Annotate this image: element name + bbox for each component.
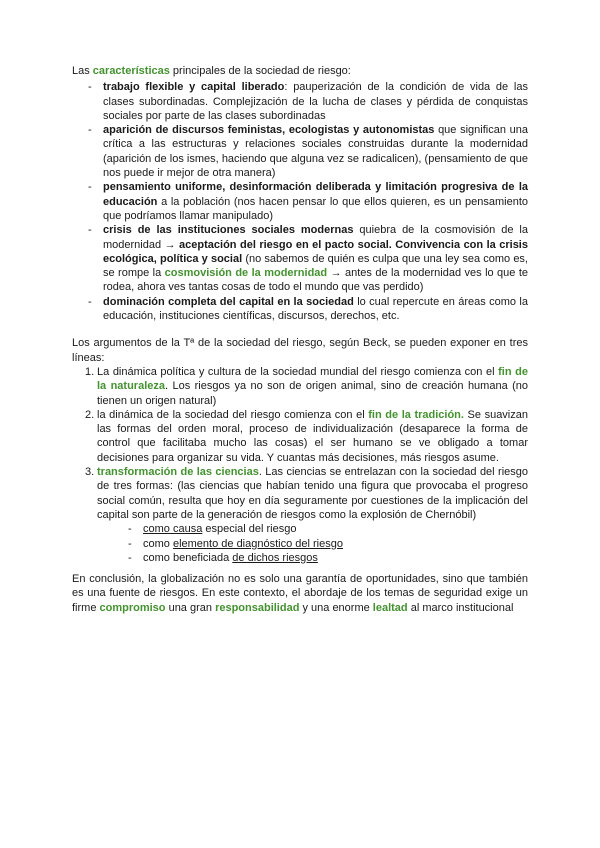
list-item-text [97,465,528,565]
dash-bullet: - [128,551,132,564]
list-item-text [97,365,528,408]
text-run: como [143,537,173,550]
item-number: 2. [85,408,95,421]
text-run: principales de la sociedad de riesgo: [169,65,351,77]
highlighted-text-run: compromiso [99,601,166,614]
list-item [72,365,528,408]
text-run: una gran [165,601,216,614]
conclusion [72,572,528,615]
arguments-intro [72,336,528,365]
text-run: que significan una crítica a las estructuras y relaciones sociales construidas durante la modernidad (aparición de los ismes, haciendo que alguna vez se radicalicen), (pensamiento de que nos puede ir mejor de otra manera) [103,124,528,180]
list-item [72,465,528,565]
text-run: Las [72,65,93,77]
list-item-text [143,537,528,551]
dash-bullet: - [88,81,92,94]
dash-bullet: - [128,523,132,536]
text-run: pensamiento uniforme, desinformación deliberada y limitación progresiva de la educación [103,181,528,208]
text-run: dominación completa del capital en la sociedad [103,295,354,308]
highlighted-text-run: lealtad [372,601,408,614]
text-run: Los argumentos de la Tª de la sociedad del riesgo, según Beck, se pueden exponer en tres líneas: [72,337,528,364]
list-item-text [103,223,528,294]
text-run: especial del riesgo [202,523,297,536]
text-run: Se suavizan las formas del orden moral, proceso de individualización (desaparece la forma de control que facilitaba mucho las cosas) el ser humano se ve obligado a tomar decisiones para organizar su vida. Y cuantas más decisiones, más riesgos asume. [97,408,528,464]
dash-bullet: - [88,124,92,137]
item-number: 3. [85,466,95,479]
list-item [72,180,528,223]
list-item [72,408,528,465]
text-run: al marco institucional [407,601,514,614]
document-page [72,64,528,615]
highlighted-text-run: responsabilidad [215,601,300,614]
text-run: aparición de discursos feministas, ecologistas y autonomistas [103,124,435,137]
text-run: a la población (nos hacen pensar lo que ellos quieren, es un pensamiento que podríamos llamar manipulado) [103,195,528,222]
list-item-text [103,80,528,123]
text-run: como beneficiada [143,551,233,564]
dash-bullet: - [128,537,132,550]
list-item-text [103,295,528,324]
text-run: crisis de las instituciones sociales modernas [103,224,354,237]
highlighted-text-run: transformación de las ciencias [97,466,259,479]
text-run: . Las ciencias se entrelazan con la sociedad del riesgo de tres formas: (las ciencias que habían tenido una figura que provocaba el progreso social común, resulta que hoy en día seguramente por cuestiones de la implicación del capital son parte de la generación de riesgos como la explosión de Chernóbil) [97,466,528,521]
item-number: 1. [85,365,95,378]
list-item-sub [97,551,528,565]
text-run: → antes de la modernidad ves lo que te rodea, ahora ves tantas cosas de todo el mundo que vas perdido) [103,267,529,294]
list-item-text [143,551,528,565]
underlined-text-run: de dichos riesgos [232,551,318,564]
underlined-text-run: elemento de diagnóstico del riesgo [172,537,343,550]
list-item-text [103,180,528,223]
intro-line [72,64,528,78]
text-run: trabajo flexible y capital liberado [103,81,285,94]
arguments-list [72,365,528,565]
list-item-text [97,408,528,465]
list-item-sub [97,522,528,536]
text-run: aceptación del riesgo en el pacto social. Convivencia con la crisis ecológica, política y social [103,238,528,265]
list-item-text [143,522,528,536]
text-run: En conclusión, la globalización no es solo una garantía de oportunidades, sino que también es una fuente de riesgos. En este contexto, el abordaje de los temas de seguridad exige un firme [72,573,528,614]
text-run: : pauperización de la condición de vida de las clases subordinadas. Complejización de la lucha de clases y pérdida de conquistas sociales por parte de las clases subordinadas [103,81,528,122]
list-item-text [103,123,528,180]
highlighted-text-run: fin de la tradición. [368,408,464,421]
text-run: . Los riesgos ya no son de origen animal, sino de creación humana (no tienen un origen natural) [97,380,528,407]
dash-bullet: - [88,181,92,194]
highlighted-text-run: características [92,65,170,77]
dash-bullet: - [88,295,92,308]
list-item-sub [97,537,528,551]
text-run: y una enorme [299,601,373,614]
text-run: (no sabemos de quién es culpa que una ley sea como es, se rompe la [103,252,528,280]
text-run: La dinámica política y cultura de la sociedad mundial del riesgo comienza con el [97,365,499,378]
text-run: lo cual repercute en áreas como la educación, instituciones científicas, discursos, derechos, etc. [103,295,528,323]
list-item [72,295,528,324]
highlighted-text-run: cosmovisión de la modernidad [164,267,328,280]
highlighted-text-run: fin de la naturaleza [97,365,528,393]
underlined-text-run: como causa [143,523,203,536]
characteristics-list [72,80,528,323]
dash-bullet: - [88,224,92,237]
list-item [72,80,528,123]
list-item [72,123,528,180]
text-run: quiebra de la cosmovisión de la modernidad → [103,224,528,251]
list-item [72,223,528,294]
text-run: la dinámica de la sociedad del riesgo comienza con el [97,408,369,421]
